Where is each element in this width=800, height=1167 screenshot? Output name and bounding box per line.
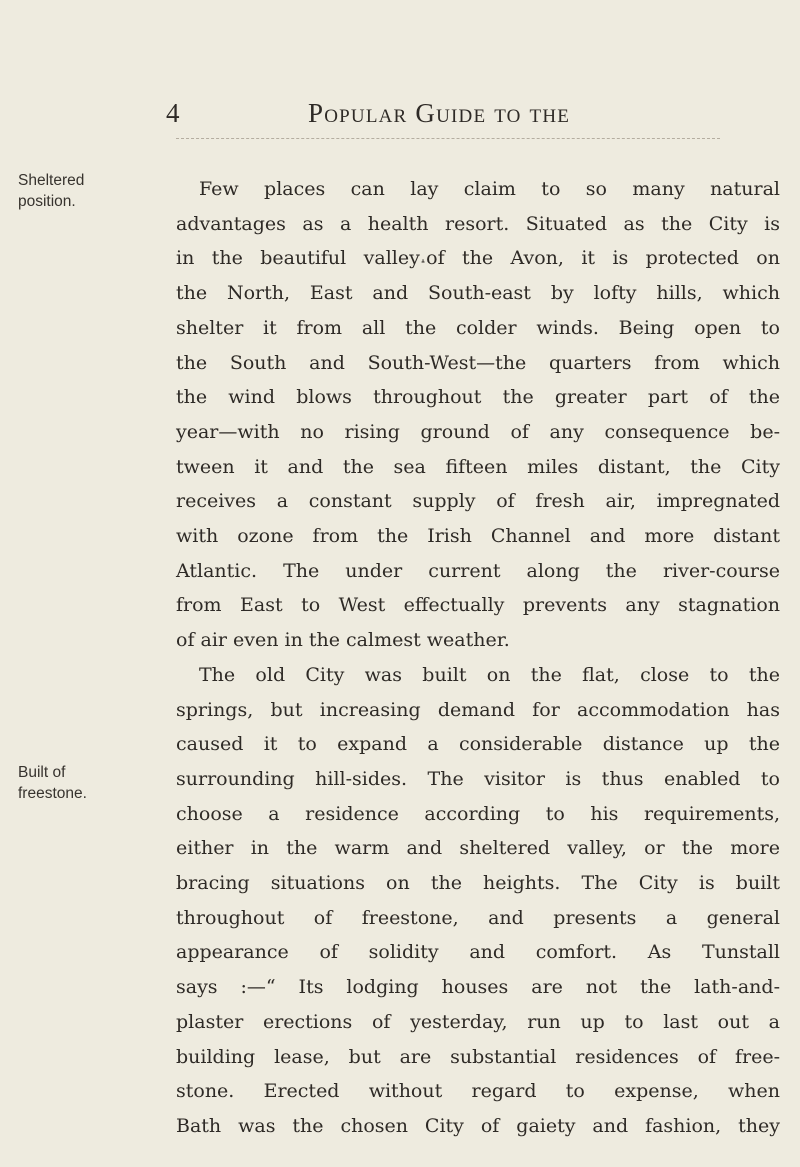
text-line: in the beautiful valley˔of the Avon, it is protected on: [176, 247, 780, 270]
text-line: building lease, but are substantial residences of free-: [176, 1045, 780, 1068]
text-line: caused it to expand a considerable distance up the: [176, 733, 780, 756]
text-line: with ozone from the Irish Channel and more distant: [176, 525, 780, 548]
text-line: throughout of freestone, and presents a general: [176, 906, 780, 929]
text-line: Atlantic. The under current along the river-course: [176, 559, 780, 582]
margin-note-line: Built of: [18, 764, 66, 781]
text-line: advantages as a health resort. Situated as the City is: [176, 212, 780, 235]
text-line: Bath was the chosen City of gaiety and fashion, they: [176, 1114, 780, 1137]
text-line: Few places can lay claim to so many natural: [199, 178, 780, 200]
text-line: plaster erections of yesterday, run up to last out a: [176, 1010, 780, 1033]
text-line: appearance of solidity and comfort. As Tunstall: [176, 941, 780, 964]
page-number: 4: [166, 98, 180, 128]
text-line: receives a constant supply of fresh air, impregnated: [176, 490, 780, 513]
text-line: choose a residence according to his requirements,: [176, 802, 780, 825]
margin-note-line: freestone.: [18, 785, 87, 802]
text-line: bracing situations on the heights. The City is built: [176, 872, 780, 895]
text-line: the wind blows throughout the greater part of the: [176, 386, 780, 409]
text-line: stone. Erected without regard to expense, when: [176, 1080, 780, 1103]
body-text: [176, 172, 780, 1144]
running-head: Popular Guide to the: [308, 98, 571, 128]
text-line: says :—“ Its lodging houses are not the lath-and-: [176, 976, 780, 999]
margin-note-line: position.: [18, 193, 76, 210]
text-line: surrounding hill-sides. The visitor is thus enabled to: [176, 767, 780, 790]
margin-note-line: Sheltered: [18, 172, 85, 189]
text-line: from East to West effectually prevents any stagnation: [176, 594, 780, 617]
text-line: springs, but increasing demand for accommodation has: [176, 698, 780, 721]
header-rule: [176, 138, 720, 139]
text-line: of air even in the calmest weather.: [176, 629, 510, 652]
page-header: [0, 98, 800, 138]
text-line: the South and South-West—the quarters from which: [176, 351, 780, 374]
text-line: year—with no rising ground of any consequence be-: [176, 420, 780, 443]
text-line: the North, East and South-east by lofty hills, which: [176, 282, 780, 305]
text-line: either in the warm and sheltered valley, or the more: [176, 837, 780, 860]
text-line: shelter it from all the colder winds. Being open to: [176, 316, 780, 339]
text-line: tween it and the sea fifteen miles distant, the City: [176, 455, 780, 478]
margin-note-sheltered: [18, 170, 118, 212]
margin-note-freestone: [18, 762, 118, 804]
text-line: The old City was built on the flat, close to the: [199, 663, 780, 686]
